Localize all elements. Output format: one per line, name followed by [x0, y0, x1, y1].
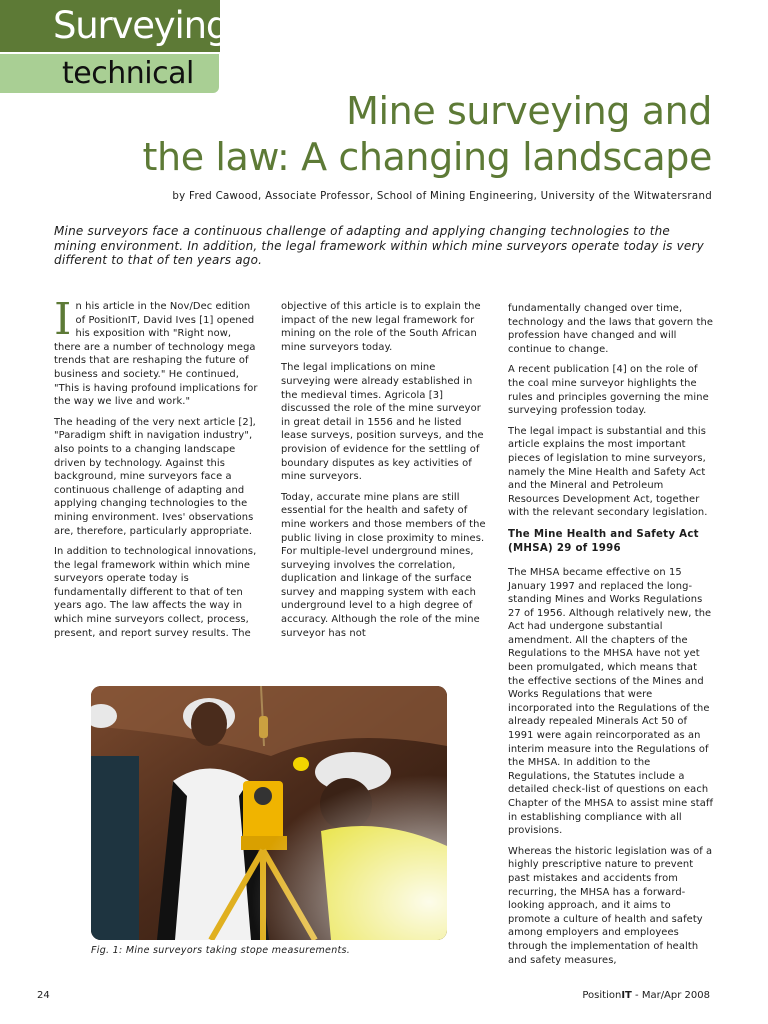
col1-paragraph-1-text: n his article in the Nov/Dec edition of PositionIT, David Ives [1] opened his exposition with "Right now, there are a number of technology mega trends that are reshaping the future of business and society." He continued, "This is having profound implications for the way we live and work." — [54, 301, 258, 408]
mine-surveyors-photo — [91, 686, 447, 940]
col2-paragraph-3: Today, accurate mine plans are still essential for the health and safety of mine workers and those members of the public living in close proximity to mines. For multiple-level underground mines, surveying involves the correlation, duplication and linkage of the surface survey and mapping system with each underground level to a high degree of accuracy. Although the role of the mine surveyor has not — [281, 491, 486, 639]
article-title-line-2: the law: A changing landscape — [142, 135, 712, 179]
col3-paragraph-2: A recent publication [4] on the role of the coal mine surveyor highlights the rules and principles governing the mine surveying profession today. — [508, 364, 709, 417]
photo-illustration — [91, 686, 447, 940]
article-title — [72, 88, 712, 180]
mhsa-heading: The Mine Health and Safety Act (MHSA) 29 of 1996 — [508, 528, 699, 554]
page-number: 24 — [37, 990, 50, 1001]
drop-cap: I — [54, 294, 72, 345]
col3-paragraph-5: Whereas the historic legislation was of a highly prescriptive nature to prevent past mistakes and accidents from recurring, the MHSA has a forward-looking approach, and it aims to promote a culture of health and safety among employers and employees through the implementation of health and safety measures, — [508, 845, 713, 966]
issue-date: - Mar/Apr 2008 — [631, 990, 710, 1001]
col3-paragraph-3: The legal impact is substantial and this article explains the most important pieces of legislation to mine surveyors, namely the Mine Health and Safety Act and the Mineral and Petroleum Resources Development Act, together with the relevant secondary legislation. — [508, 425, 708, 519]
col3-paragraph-1: fundamentally changed over time, technology and the laws that govern the profession have changed and will continue to change. — [508, 303, 714, 355]
intro-paragraph: Mine surveyors face a continuous challenge of adapting and applying changing technologies to the mining environment. In addition, the legal framework within which mine surveyors operate today is very different to that of ten years ago. — [54, 224, 704, 267]
section-tag: Surveying — [0, 0, 220, 52]
publication-footer — [582, 990, 710, 1001]
col1-paragraph-1 — [54, 294, 259, 409]
article-title-line-1: Mine surveying and — [346, 89, 712, 133]
byline: by Fred Cawood, Associate Professor, School of Mining Engineering, University of the Witwatersrand — [172, 191, 712, 202]
column-2 — [281, 300, 488, 647]
publication-name: Position — [582, 990, 622, 1001]
col1-paragraph-2: The heading of the very next article [2], "Paradigm shift in navigation industry", also points to a changing landscape driven by technology. Against this background, mine surveyors face a continuous challenge of adapting and applying changing technologies to the mining environment. Ives' observations are, therefore, particularly appropriate. — [54, 416, 256, 537]
col2-paragraph-1: objective of this article is to explain the impact of the new legal framework for mining on the role of the South African mine surveyors today. — [281, 301, 481, 353]
column-3 — [508, 302, 715, 974]
col2-paragraph-2: The legal implications on mine surveying were already established in the medieval times. Agricola [3] discussed the role of the mine surveyor in great detail in 1556 and he listed lease surveys, position surveys, and the provision of evidence for the settling of boundary disputes as key activities of mine surveyors. — [281, 362, 484, 483]
photo-caption: Fig. 1: Mine surveyors taking stope measurements. — [91, 945, 351, 956]
subsection-tag: technical — [0, 54, 219, 93]
col1-paragraph-3: In addition to technological innovations, the legal framework within which mine surveyors operate today is fundamentally different to that of ten years ago. The law affects the way in which mine surveyors collect, process, present, and report survey results. The — [54, 546, 257, 639]
publication-name-bold: IT — [621, 990, 632, 1001]
col3-paragraph-4: The MHSA became effective on 15 January 1997 and replaced the long-standing Mines and Works Regulations 27 of 1956. Although relatively new, the Act had undergone substantial amendment. All the chapters of the Regulations to the MHSA have not yet been promulgated, which means that the effective sections of the Mines and Works Regulations that were incorporated into the Regulations of the already repealed Minerals Act 50 of 1991 were again reincorporated as an interim measure into the Regulations of the MHSA. In addition to the Regulations, the Statutes include a detailed check-list of questions on each Chapter of the MHSA to assist mine staff in establishing compliance with all provisions. — [508, 566, 714, 837]
column-1 — [54, 294, 259, 647]
